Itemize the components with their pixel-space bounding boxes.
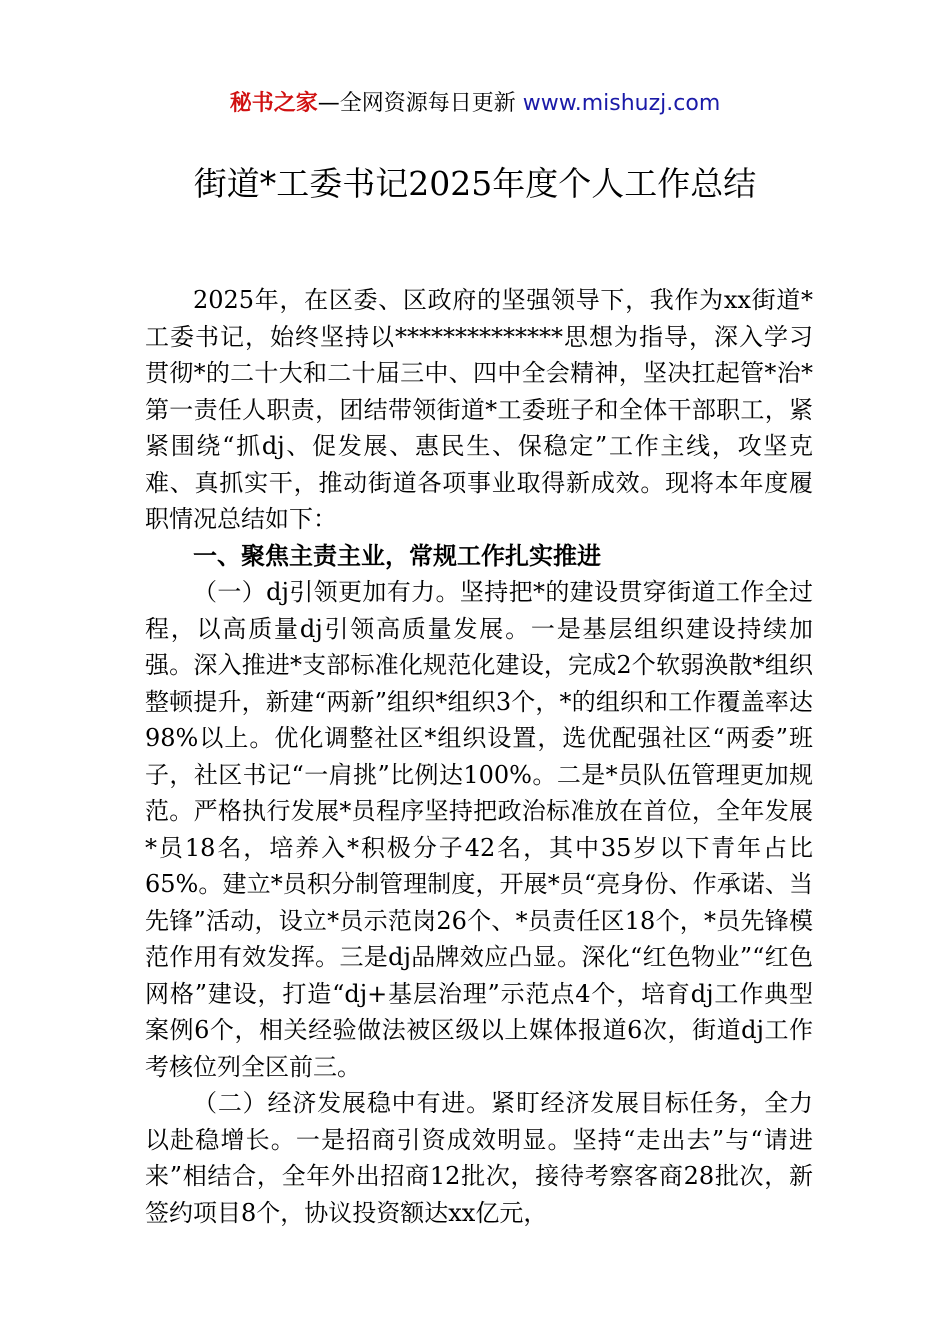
intro-paragraph: 2025年，在区委、区政府的坚强领导下，我作为xx街道*工委书记，始终坚持以**************思想为指导，深入学习贯彻*的二十大和二十届三中、四中全会精神，坚决扛起管*治*第一责任人职责，团结带领街道*工委班子和全体干部职工，紧紧围绕“抓dj、促发展、惠民生、保稳定”工作主线，攻坚克难、真抓实干，推动街道各项事业取得新成效。现将本年度履职情况总结如下： [145, 286, 813, 533]
brand-name: 秘书之家 [229, 91, 318, 116]
document-body [145, 282, 813, 1231]
site-banner [0, 88, 950, 120]
body-paragraph: （一）dj引领更加有力。坚持把*的建设贯穿街道工作全过程，以高质量dj引领高质量发展。一是基层组织建设持续加强。深入推进*支部标准化规范化建设，完成2个软弱涣散*组织整顿提升，新建“两新”组织*组织3个，*的组织和工作覆盖率达98%以上。优化调整社区*组织设置，选优配强社区“两委”班子，社区书记“一肩挑”比例达100%。二是*员队伍管理更加规范。严格执行发展*员程序坚持把政治标准放在首位，全年发展*员18名，培养入*积极分子42名，其中35岁以下青年占比65%。建立*员积分制管理制度，开展*员“亮身份、作承诺、当先锋”活动，设立*员示范岗26个、*员责任区18个，*员先锋模范作用有效发挥。三是dj品牌效应凸显。深化“红色物业”“红色网格”建设，打造“dj+基层治理”示范点4个，培育dj工作典型案例6个，相关经验做法被区级以上媒体报道6次，街道dj工作考核位列全区前三。 [145, 578, 813, 1081]
site-url-link[interactable]: www.mishuzj.com [522, 91, 721, 116]
body-paragraph: （二）经济发展稳中有进。紧盯经济发展目标任务，全力以赴稳增长。一是招商引资成效明显。坚持“走出去”与“请进来”相结合，全年外出招商12批次，接待考察客商28批次，新签约项目8个，协议投资额达xx亿元， [145, 1089, 813, 1227]
banner-tagline: —全网资源每日更新 [317, 91, 523, 116]
document-title: 街道*工委书记2025年度个人工作总结 [193, 164, 757, 203]
section-heading: 一、聚焦主责主业，常规工作扎实推进 [193, 540, 601, 570]
